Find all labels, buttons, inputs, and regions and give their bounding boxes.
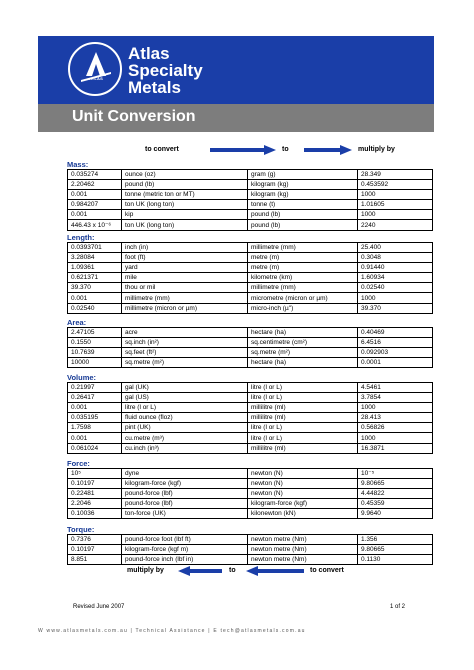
table-area: [67, 327, 433, 368]
left-arrow-icon: [246, 566, 304, 576]
company-name: [128, 45, 203, 96]
table-row: [68, 535, 433, 545]
from-unit-cell: millimetre (micron or µm): [122, 303, 248, 313]
from-unit-cell: kip: [122, 210, 248, 220]
table-force: [67, 468, 433, 519]
factor-cell: 0.21997: [68, 383, 122, 393]
multiplier-cell: 1.60934: [358, 273, 433, 283]
section-title-area: Area:: [67, 318, 87, 327]
multiplier-cell: 0.91440: [358, 263, 433, 273]
multiplier-cell: 1000: [358, 210, 433, 220]
page-title: Unit Conversion: [72, 108, 196, 125]
right-arrow-icon: [304, 145, 352, 155]
table-torque: [67, 534, 433, 565]
factor-cell: 10⁵: [68, 469, 122, 479]
multiplier-cell: 28.413: [358, 413, 433, 423]
section-title-torque: Torque:: [67, 525, 95, 534]
to-unit-cell: sq.centimetre (cm²): [248, 338, 358, 348]
from-unit-cell: thou or mil: [122, 283, 248, 293]
logo-badge-text: ATLAS: [88, 76, 104, 81]
factor-cell: 0.10036: [68, 509, 122, 519]
factor-cell: 10.7639: [68, 348, 122, 358]
factor-cell: 0.10197: [68, 479, 122, 489]
table-volume: [67, 382, 433, 454]
from-unit-cell: cu.inch (in³): [122, 443, 248, 453]
footer-to-convert: to convert: [310, 567, 344, 574]
header-multiply-by: multiply by: [358, 146, 395, 153]
to-unit-cell: millilitre (ml): [248, 443, 358, 453]
multiplier-cell: 0.02540: [358, 283, 433, 293]
table-row: [68, 358, 433, 368]
to-unit-cell: micrometre (micron or µm): [248, 293, 358, 303]
section-title-length: Length:: [67, 233, 95, 242]
to-unit-cell: hectare (ha): [248, 328, 358, 338]
from-unit-cell: cu.metre (m³): [122, 433, 248, 443]
to-unit-cell: kilogram-force (kgf): [248, 499, 358, 509]
table-row: [68, 555, 433, 565]
to-unit-cell: kilonewton (kN): [248, 509, 358, 519]
table-row: [68, 293, 433, 303]
to-unit-cell: newton (N): [248, 489, 358, 499]
table-row: [68, 393, 433, 403]
table-row: [68, 423, 433, 433]
factor-cell: 0.061024: [68, 443, 122, 453]
from-unit-cell: acre: [122, 328, 248, 338]
table-row: [68, 403, 433, 413]
multiplier-cell: 16.3871: [358, 443, 433, 453]
table-row: [68, 413, 433, 423]
table-row: [68, 499, 433, 509]
to-unit-cell: hectare (ha): [248, 358, 358, 368]
multiplier-cell: 1.356: [358, 535, 433, 545]
from-unit-cell: litre (l or L): [122, 403, 248, 413]
factor-cell: 446.43 x 10⁻⁶: [68, 220, 122, 230]
table-row: [68, 338, 433, 348]
table-row: [68, 263, 433, 273]
factor-cell: 39.370: [68, 283, 122, 293]
factor-cell: 0.10197: [68, 545, 122, 555]
multiplier-cell: 9.9640: [358, 509, 433, 519]
table-mass: [67, 169, 433, 231]
multiplier-cell: 0.092903: [358, 348, 433, 358]
factor-cell: 0.001: [68, 190, 122, 200]
to-unit-cell: millimetre (mm): [248, 243, 358, 253]
multiplier-cell: 28.349: [358, 170, 433, 180]
from-unit-cell: pound-force inch (lbf in): [122, 555, 248, 565]
factor-cell: 0.621371: [68, 273, 122, 283]
from-unit-cell: yard: [122, 263, 248, 273]
table-row: [68, 489, 433, 499]
table-row: [68, 479, 433, 489]
section-title-volume: Volume:: [67, 373, 97, 382]
multiplier-cell: 4.44822: [358, 489, 433, 499]
company-name-line-3: Metals: [128, 78, 181, 97]
table-row: [68, 253, 433, 263]
footer-multiply-by: multiply by: [127, 567, 164, 574]
left-arrow-icon: [178, 566, 222, 576]
to-unit-cell: pound (lb): [248, 220, 358, 230]
from-unit-cell: fluid ounce (floz): [122, 413, 248, 423]
from-unit-cell: sq.feet (ft²): [122, 348, 248, 358]
table-row: [68, 303, 433, 313]
table-row: [68, 433, 433, 443]
table-length: [67, 242, 433, 314]
from-unit-cell: ounce (oz): [122, 170, 248, 180]
from-unit-cell: inch (in): [122, 243, 248, 253]
to-unit-cell: newton (N): [248, 479, 358, 489]
factor-cell: 0.001: [68, 210, 122, 220]
multiplier-cell: 6.4516: [358, 338, 433, 348]
to-unit-cell: litre (l or L): [248, 383, 358, 393]
multiplier-cell: 10⁻⁵: [358, 469, 433, 479]
multiplier-cell: 0.1130: [358, 555, 433, 565]
multiplier-cell: 0.0001: [358, 358, 433, 368]
multiplier-cell: 2240: [358, 220, 433, 230]
to-unit-cell: newton metre (Nm): [248, 555, 358, 565]
from-unit-cell: dyne: [122, 469, 248, 479]
factor-cell: 0.1550: [68, 338, 122, 348]
factor-cell: 0.7376: [68, 535, 122, 545]
to-unit-cell: metre (m): [248, 263, 358, 273]
to-unit-cell: newton metre (Nm): [248, 545, 358, 555]
factor-cell: 1.7598: [68, 423, 122, 433]
table-row: [68, 348, 433, 358]
factor-cell: 0.001: [68, 293, 122, 303]
to-unit-cell: kilogram (kg): [248, 180, 358, 190]
multiplier-cell: 1000: [358, 293, 433, 303]
multiplier-cell: 1000: [358, 403, 433, 413]
company-name-line-1: Atlas: [128, 44, 170, 63]
multiplier-cell: 0.40469: [358, 328, 433, 338]
multiplier-cell: 9.80665: [358, 545, 433, 555]
from-unit-cell: tonne (metric ton or MT): [122, 190, 248, 200]
to-unit-cell: sq.metre (m²): [248, 348, 358, 358]
from-unit-cell: foot (ft): [122, 253, 248, 263]
factor-cell: 10000: [68, 358, 122, 368]
multiplier-cell: 25.400: [358, 243, 433, 253]
section-title-mass: Mass:: [67, 160, 89, 169]
to-unit-cell: kilometre (km): [248, 273, 358, 283]
multiplier-cell: 3.7854: [358, 393, 433, 403]
factor-cell: 2.2046: [68, 499, 122, 509]
footer-to: to: [229, 567, 236, 574]
header-to-convert: to convert: [145, 146, 179, 153]
from-unit-cell: kilogram-force (kgf): [122, 479, 248, 489]
revised-date: Revised June 2007: [73, 604, 125, 610]
from-unit-cell: pound-force foot (lbf ft): [122, 535, 248, 545]
table-row: [68, 443, 433, 453]
factor-cell: 0.26417: [68, 393, 122, 403]
table-row: [68, 328, 433, 338]
table-row: [68, 180, 433, 190]
table-row: [68, 273, 433, 283]
atlas-logo: [68, 42, 122, 96]
table-row: [68, 170, 433, 180]
table-row: [68, 243, 433, 253]
factor-cell: 2.20462: [68, 180, 122, 190]
section-title-force: Force:: [67, 459, 90, 468]
multiplier-cell: 0.56826: [358, 423, 433, 433]
multiplier-cell: 1000: [358, 190, 433, 200]
right-arrow-icon: [210, 145, 276, 155]
from-unit-cell: gal (UK): [122, 383, 248, 393]
factor-cell: 2.47105: [68, 328, 122, 338]
to-unit-cell: micro-inch (µ''): [248, 303, 358, 313]
table-row: [68, 545, 433, 555]
from-unit-cell: millimetre (mm): [122, 293, 248, 303]
to-unit-cell: millilitre (ml): [248, 403, 358, 413]
from-unit-cell: pound-force (lbf): [122, 499, 248, 509]
contact-bar: W www.atlasmetals.com.au | Technical Assistance | E tech@atlasmetals.com.au: [38, 628, 306, 634]
to-unit-cell: metre (m): [248, 253, 358, 263]
factor-cell: 8.851: [68, 555, 122, 565]
multiplier-cell: 9.80665: [358, 479, 433, 489]
factor-cell: 0.035195: [68, 413, 122, 423]
to-unit-cell: kilogram (kg): [248, 190, 358, 200]
table-row: [68, 200, 433, 210]
from-unit-cell: sq.inch (in²): [122, 338, 248, 348]
from-unit-cell: pound (lb): [122, 180, 248, 190]
multiplier-cell: 39.370: [358, 303, 433, 313]
from-unit-cell: kilogram-force (kgf m): [122, 545, 248, 555]
from-unit-cell: ton UK (long ton): [122, 220, 248, 230]
to-unit-cell: litre (l or L): [248, 393, 358, 403]
table-row: [68, 383, 433, 393]
to-unit-cell: millimetre (mm): [248, 283, 358, 293]
table-row: [68, 190, 433, 200]
factor-cell: 3.28084: [68, 253, 122, 263]
from-unit-cell: sq.metre (m²): [122, 358, 248, 368]
to-unit-cell: newton (N): [248, 469, 358, 479]
factor-cell: 1.09361: [68, 263, 122, 273]
to-unit-cell: newton metre (Nm): [248, 535, 358, 545]
factor-cell: 0.02540: [68, 303, 122, 313]
multiplier-cell: 1.01605: [358, 200, 433, 210]
factor-cell: 0.0393701: [68, 243, 122, 253]
multiplier-cell: 1000: [358, 433, 433, 443]
from-unit-cell: ton UK (long ton): [122, 200, 248, 210]
multiplier-cell: 0.453592: [358, 180, 433, 190]
from-unit-cell: pound-force (lbf): [122, 489, 248, 499]
to-unit-cell: litre (l or L): [248, 433, 358, 443]
to-unit-cell: litre (l or L): [248, 423, 358, 433]
table-row: [68, 509, 433, 519]
from-unit-cell: pint (UK): [122, 423, 248, 433]
multiplier-cell: 0.3048: [358, 253, 433, 263]
header-to: to: [282, 146, 289, 153]
from-unit-cell: ton-force (UK): [122, 509, 248, 519]
to-unit-cell: gram (g): [248, 170, 358, 180]
table-row: [68, 283, 433, 293]
to-unit-cell: tonne (t): [248, 200, 358, 210]
from-unit-cell: gal (US): [122, 393, 248, 403]
to-unit-cell: pound (lb): [248, 210, 358, 220]
factor-cell: 0.001: [68, 433, 122, 443]
factor-cell: 0.035274: [68, 170, 122, 180]
table-row: [68, 469, 433, 479]
factor-cell: 0.001: [68, 403, 122, 413]
to-unit-cell: millilitre (ml): [248, 413, 358, 423]
from-unit-cell: mile: [122, 273, 248, 283]
company-name-line-2: Specialty: [128, 61, 203, 80]
table-row: [68, 210, 433, 220]
multiplier-cell: 4.5461: [358, 383, 433, 393]
multiplier-cell: 0.45359: [358, 499, 433, 509]
factor-cell: 0.984207: [68, 200, 122, 210]
page-number: 1 of 2: [390, 604, 406, 610]
table-row: [68, 220, 433, 230]
factor-cell: 0.22481: [68, 489, 122, 499]
